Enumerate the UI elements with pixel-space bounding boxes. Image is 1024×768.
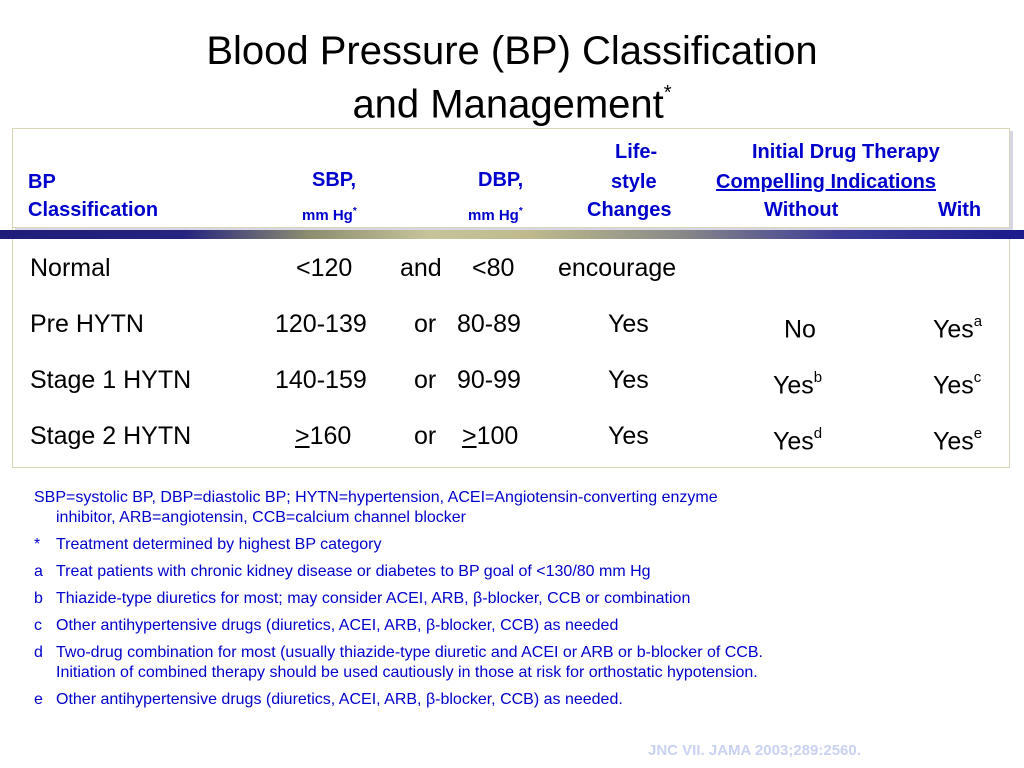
footnote-abbreviations-line-2: inhibitor, ARB=angiotensin, CCB=calcium channel blocker <box>56 509 467 526</box>
title-line-1: Blood Pressure (BP) Classification <box>206 29 818 73</box>
header-sbp: SBP, <box>312 169 357 191</box>
row-stage1-with <box>933 365 981 400</box>
slide-title <box>0 28 1024 127</box>
header-dbp-unit <box>468 200 523 228</box>
title-line-2 <box>0 74 1024 127</box>
footnote-mark: a <box>34 563 43 580</box>
row-prehytn-without-text: No <box>784 315 816 344</box>
row-stage1-without-text: Yes <box>773 371 814 400</box>
footnote-asterisk <box>34 535 994 555</box>
row-normal-sbp: <120 <box>296 254 353 282</box>
header-style: style <box>611 171 657 193</box>
dbp-unit-text: mm Hg <box>468 207 519 224</box>
footnote-b <box>34 589 994 609</box>
sbp-unit-asterisk: * <box>352 206 357 217</box>
row-stage2-sbp-value: 160 <box>309 422 352 450</box>
row-stage2-with-text: Yes <box>933 427 974 456</box>
footnote-mark: b <box>34 590 43 607</box>
footnote-text: Other antihypertensive drugs (diuretics, ACEI, ARB, β-blocker, CCB) as needed. <box>56 691 623 708</box>
footnote-text-line-2: Initiation of combined therapy should be used cautiously in those at risk for orthostatic hypotension. <box>56 664 758 681</box>
row-stage1-classification: Stage 1 HYTN <box>30 366 192 394</box>
row-stage2-connector: or <box>414 422 437 450</box>
header-dbp: DBP, <box>478 169 524 191</box>
header-bp: BP <box>28 171 56 193</box>
header-without: Without <box>764 199 839 221</box>
footnote-text: Treat patients with chronic kidney disease or diabetes to BP goal of <130/80 mm Hg <box>56 563 651 580</box>
header-life: Life- <box>615 141 658 163</box>
row-stage2-sbp <box>295 421 351 451</box>
row-stage2-sbp-mark: > <box>295 422 310 450</box>
footnote-d <box>34 643 994 683</box>
row-stage2-without-sup: d <box>813 425 823 442</box>
header-divider <box>0 230 1024 239</box>
row-normal-classification: Normal <box>30 254 111 282</box>
header-with: With <box>938 199 982 221</box>
row-normal-dbp: <80 <box>472 254 515 282</box>
row-stage2-with <box>933 421 982 456</box>
footnote-text: Treatment determined by highest BP category <box>56 536 382 553</box>
row-prehytn-with-text: Yes <box>933 315 974 344</box>
row-prehytn-sbp: 120-139 <box>275 310 367 338</box>
row-normal-lifestyle: encourage <box>558 254 677 282</box>
footnote-e <box>34 690 994 710</box>
row-stage2-dbp <box>462 421 518 451</box>
header-classification: Classification <box>28 199 159 221</box>
row-prehytn-with-sup: a <box>973 313 983 330</box>
row-stage1-connector: or <box>414 366 437 394</box>
row-stage1-with-sup: c <box>973 369 982 386</box>
header-initial-drug-therapy: Initial Drug Therapy <box>752 141 940 163</box>
header-sbp-unit <box>302 200 357 228</box>
row-prehytn-without <box>784 309 816 344</box>
footnote-mark: c <box>34 617 42 634</box>
footnote-mark: e <box>34 691 43 708</box>
row-stage1-without-sup: b <box>813 369 823 386</box>
footnote-c <box>34 616 994 636</box>
footnote-abbreviations-line-1: SBP=systolic BP, DBP=diastolic BP; HYTN=hypertension, ACEI=Angiotensin-converting enzyme <box>34 489 718 506</box>
footnote-a <box>34 562 994 582</box>
row-stage1-lifestyle: Yes <box>608 366 649 394</box>
footnote-text: Two-drug combination for most (usually thiazide-type diuretic and ACEI or ARB or b-blocker of CCB. <box>56 644 763 661</box>
row-stage2-with-sup: e <box>973 425 983 442</box>
row-prehytn-classification: Pre HYTN <box>30 310 144 338</box>
header-changes: Changes <box>587 199 672 221</box>
row-stage1-dbp: 90-99 <box>457 366 521 394</box>
row-prehytn-with <box>933 309 982 344</box>
footnote-mark: * <box>34 536 41 553</box>
row-stage2-lifestyle: Yes <box>608 422 649 450</box>
row-normal-connector: and <box>400 254 442 282</box>
row-stage1-sbp: 140-159 <box>275 366 367 394</box>
title-line-2-text: and Management <box>352 82 664 127</box>
dbp-unit-asterisk: * <box>518 206 523 217</box>
footnote-mark: d <box>34 644 43 661</box>
row-stage1-without <box>773 365 822 400</box>
row-stage2-without <box>773 421 822 456</box>
citation: JNC VII. JAMA 2003;289:2560. <box>648 742 861 759</box>
row-prehytn-connector: or <box>414 310 437 338</box>
header-compelling-indications: Compelling Indications <box>716 171 937 193</box>
row-prehytn-dbp: 80-89 <box>457 310 521 338</box>
footnote-abbreviations <box>34 488 994 528</box>
row-stage2-dbp-value: 100 <box>476 422 519 450</box>
row-prehytn-lifestyle: Yes <box>608 310 649 338</box>
footnote-text: Other antihypertensive drugs (diuretics, ACEI, ARB, β-blocker, CCB) as needed <box>56 617 619 634</box>
row-stage2-dbp-mark: > <box>462 422 477 450</box>
footnote-text: Thiazide-type diuretics for most; may consider ACEI, ARB, β-blocker, CCB or combination <box>56 590 691 607</box>
title-asterisk: * <box>663 82 672 104</box>
sbp-unit-text: mm Hg <box>302 207 353 224</box>
row-stage2-without-text: Yes <box>773 427 814 456</box>
footnotes <box>34 488 994 717</box>
row-stage1-with-text: Yes <box>933 371 974 400</box>
row-stage2-classification: Stage 2 HYTN <box>30 422 192 450</box>
